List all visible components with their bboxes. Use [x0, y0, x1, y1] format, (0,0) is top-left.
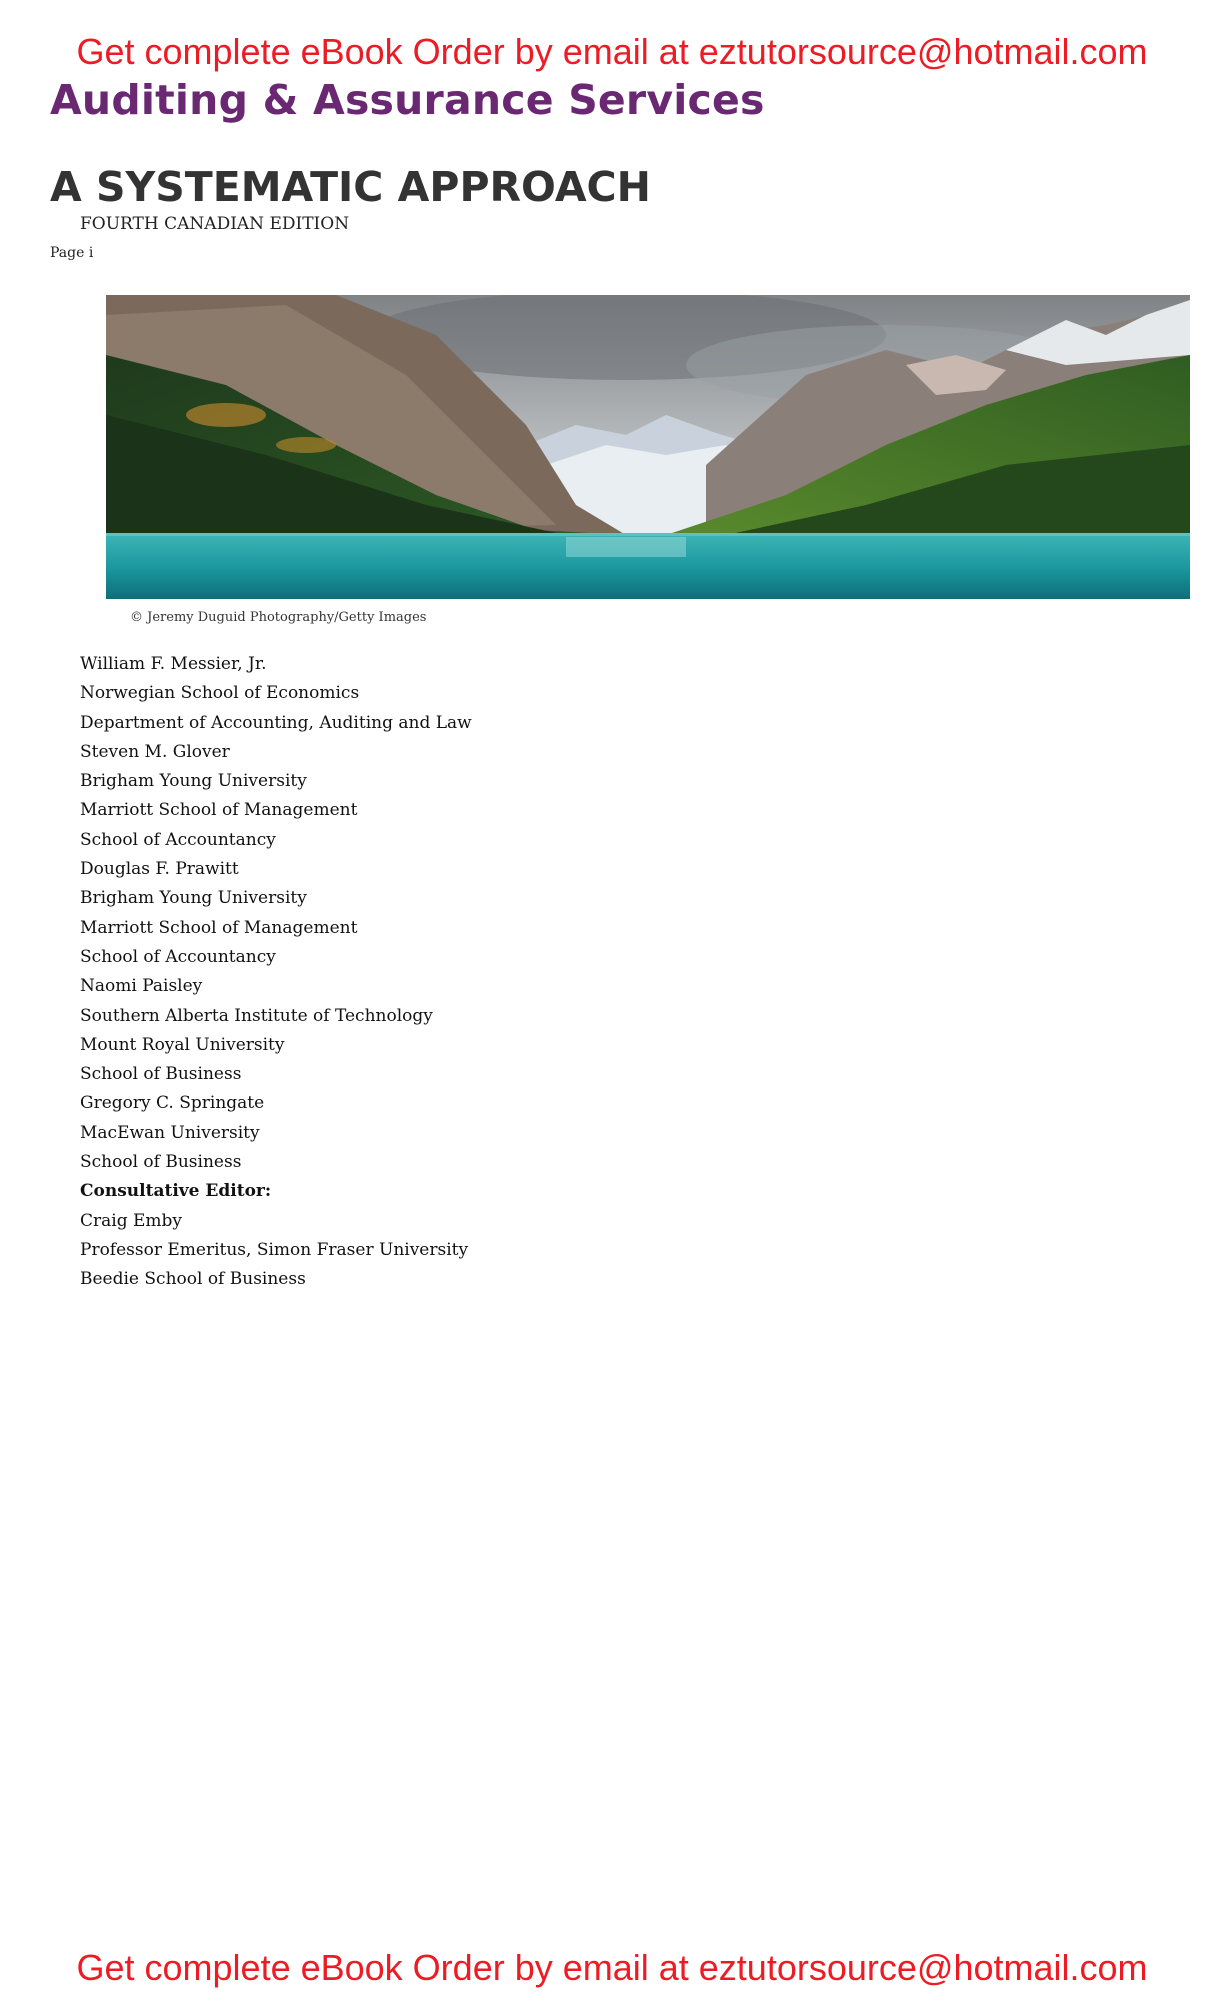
list-item: Brigham Young University — [80, 888, 307, 909]
list-item: Brigham Young University — [80, 771, 307, 792]
promo-banner-top: Get complete eBook Order by email at eztutorsource@hotmail.com — [76, 31, 1148, 72]
list-item: Beedie School of Business — [80, 1269, 306, 1290]
list-item: William F. Messier, Jr. — [80, 654, 267, 674]
list-item: Department of Accounting, Auditing and Law — [80, 712, 472, 733]
page-number: Page i — [50, 245, 94, 261]
photo-credit: © Jeremy Duguid Photography/Getty Images — [130, 610, 427, 625]
list-item: School of Business — [80, 1064, 242, 1085]
list-item: MacEwan University — [80, 1122, 260, 1143]
book-title: Auditing & Assurance Services — [50, 76, 765, 124]
consultative-editor-heading: Consultative Editor: — [80, 1181, 272, 1202]
list-item: Douglas F. Prawitt — [80, 859, 239, 880]
promo-banner-bottom: Get complete eBook Order by email at eztutorsource@hotmail.com — [76, 1947, 1148, 1988]
cover-photo — [106, 295, 1190, 599]
list-item: Norwegian School of Economics — [80, 683, 360, 704]
edition-label: FOURTH CANADIAN EDITION — [80, 214, 350, 234]
list-item: Southern Alberta Institute of Technology — [80, 1005, 433, 1026]
book-subtitle: A SYSTEMATIC APPROACH — [50, 163, 651, 211]
list-item: School of Accountancy — [80, 946, 276, 967]
mountain-lake-photo — [106, 295, 1190, 599]
list-item: Craig Emby — [80, 1210, 183, 1231]
list-item: School of Business — [80, 1152, 242, 1173]
list-item: Gregory C. Springate — [80, 1093, 265, 1114]
list-item: Mount Royal University — [80, 1034, 285, 1055]
list-item: Steven M. Glover — [80, 741, 230, 762]
list-item: School of Accountancy — [80, 829, 276, 850]
list-item: Naomi Paisley — [80, 976, 203, 997]
list-item: Marriott School of Management — [80, 917, 358, 938]
list-item: Marriott School of Management — [80, 800, 358, 821]
contributor-list — [80, 650, 472, 1295]
list-item: Professor Emeritus, Simon Fraser University — [80, 1239, 469, 1260]
